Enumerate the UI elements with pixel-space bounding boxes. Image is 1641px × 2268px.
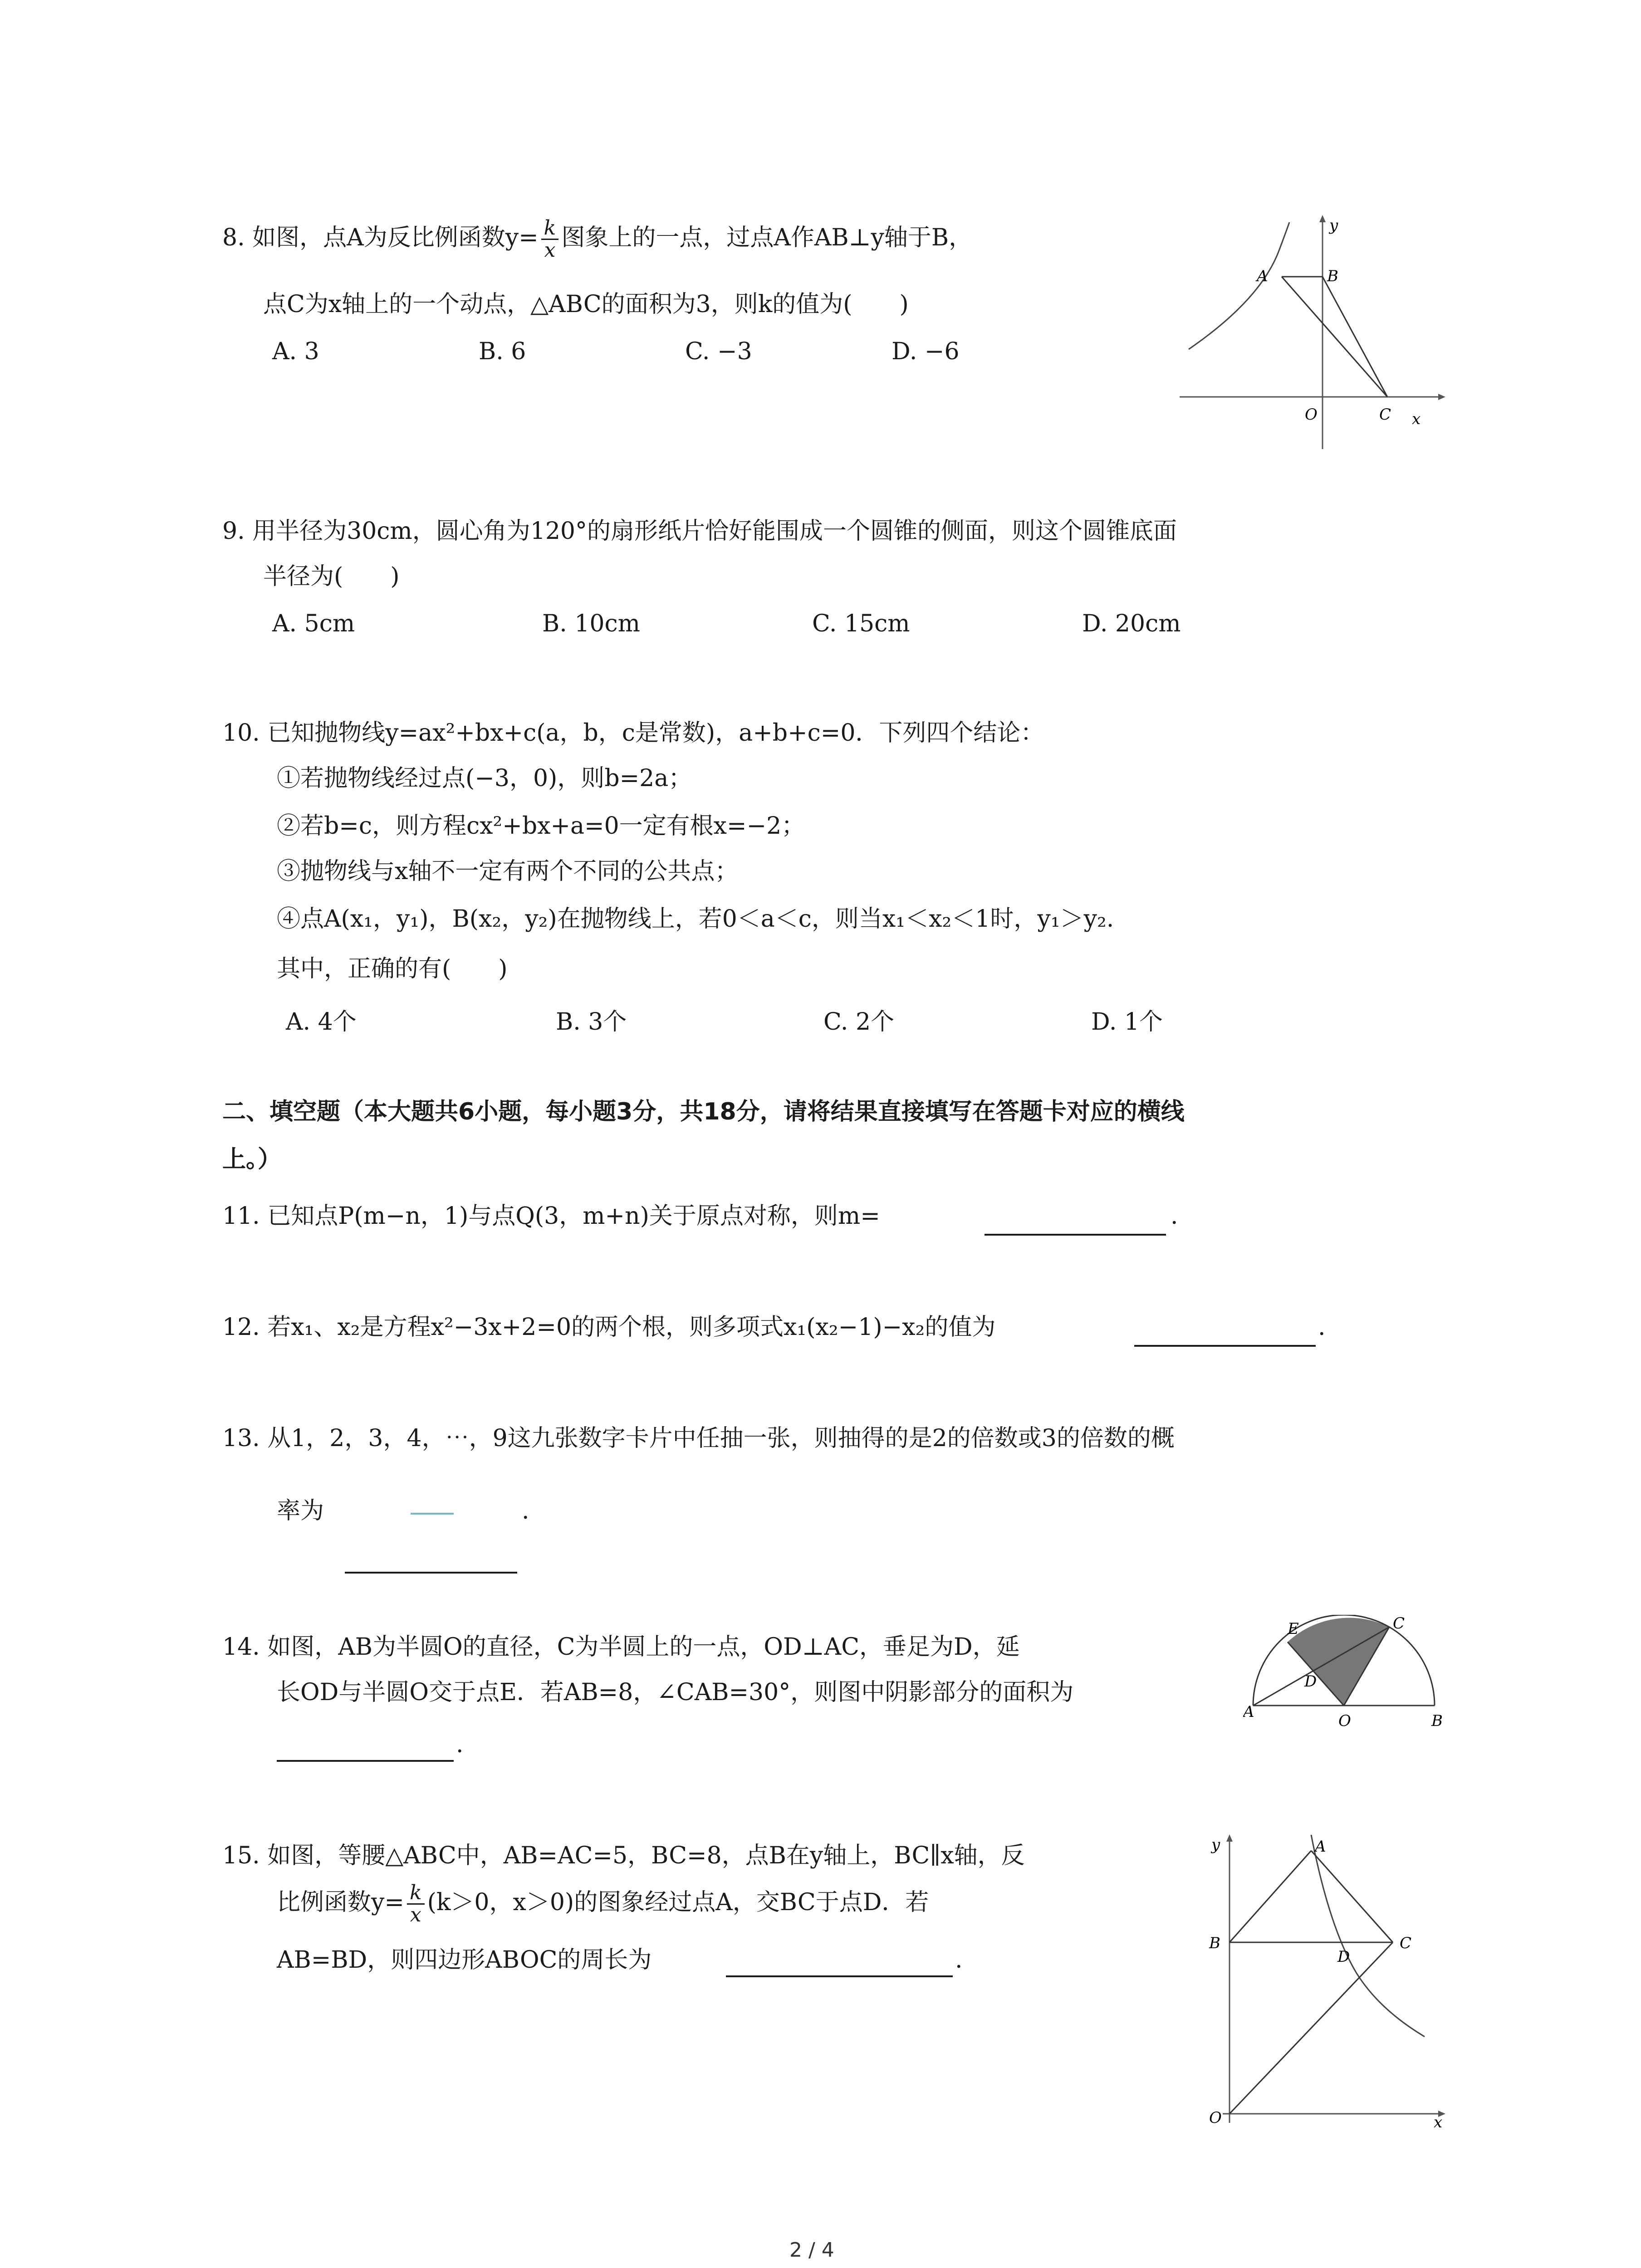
q10-option-c: C. 2个 (823, 1008, 895, 1036)
q13-fraction-bar (411, 1513, 454, 1515)
q10-option-d: D. 1个 (1091, 1008, 1163, 1036)
q15-label-b: B (1209, 1934, 1220, 1952)
q15-figure (1193, 1823, 1452, 2132)
section2-heading-line2: 上。） (222, 1146, 282, 1173)
q15-frac-num: k (407, 1882, 425, 1905)
q10-conclusion-1: ①若抛物线经过点(−3，0)，则b=2a； (277, 765, 692, 792)
q8-label-y: y (1329, 216, 1338, 235)
q11-answer-blank[interactable] (985, 1234, 1166, 1236)
q12-end: . (1318, 1314, 1326, 1341)
q9-option-b: B. 10cm (542, 610, 640, 637)
q13-line1: 13. 从1，2，3，4，⋯，9这九张数字卡片中任抽一张，则抽得的是2的倍数或3的倍数的概 (222, 1425, 1175, 1452)
q14-label-o: O (1338, 1712, 1351, 1730)
q14-label-d: D (1304, 1672, 1317, 1691)
q15-frac-den: x (410, 1903, 421, 1927)
q15-answer-blank[interactable] (726, 1975, 953, 1977)
q8-option-c: C. −3 (685, 338, 752, 365)
q14-label-c: C (1393, 1615, 1405, 1633)
q8-fraction (541, 218, 559, 261)
q8-line1 (222, 218, 972, 261)
q9-line2: 半径为( ) (263, 563, 400, 590)
q8-text-a: 8. 如图，点A为反比例函数y= (222, 224, 539, 252)
q10-option-b: B. 3个 (556, 1008, 627, 1036)
q11-end: . (1171, 1202, 1178, 1230)
q14-label-a: A (1243, 1703, 1254, 1721)
section2-heading-line1: 二、填空题（本大题共6小题，每小题3分，共18分，请将结果直接填写在答题卡对应的横线 (222, 1098, 1185, 1125)
q15-label-d: D (1337, 1948, 1350, 1966)
q14-end: . (456, 1731, 464, 1758)
q8-label-c: C (1379, 406, 1391, 424)
q8-option-b: B. 6 (479, 338, 526, 365)
q9-option-d: D. 20cm (1082, 610, 1181, 637)
q15-label-c: C (1400, 1934, 1412, 1952)
q15-text-a: 比例函数y= (277, 1889, 404, 1916)
q8-frac-num: k (541, 218, 559, 240)
q15-text-b: (k＞0，x＞0)的图象经过点A，交BC于点D．若 (427, 1889, 929, 1916)
q11-text: 11. 已知点P(m−n，1)与点Q(3，m+n)关于原点对称，则m= (222, 1202, 880, 1230)
q14-line2: 长OD与半圆O交于点E．若AB=8，∠CAB=30°，则图中阴影部分的面积为 (277, 1679, 1074, 1706)
q8-label-b: B (1327, 267, 1338, 285)
q10-line1: 10. 已知抛物线y=ax²+bx+c(a，b，c是常数)，a+b+c=0．下列四个结论： (222, 719, 1044, 747)
q13-line2: 率为 (277, 1497, 324, 1525)
q15-label-x: x (1434, 2113, 1443, 2131)
q9-option-a: A. 5cm (272, 610, 355, 637)
q15-line3: AB=BD，则四边形ABOC的周长为 (277, 1946, 652, 1974)
q15-line2 (277, 1882, 929, 1926)
q10-conclusion-3: ③抛物线与x轴不一定有两个不同的公共点； (277, 858, 739, 885)
q9-option-c: C. 15cm (812, 610, 910, 637)
q8-label-a: A (1257, 267, 1268, 285)
q12-answer-blank[interactable] (1134, 1345, 1316, 1347)
q10-conclusion-4: ④点A(x₁，y₁)，B(x₂，y₂)在抛物线上，若0＜a＜c，则当x₁＜x₂＜1时，y₁＞y₂. (277, 905, 1114, 933)
q15-fraction (407, 1882, 425, 1926)
q12-text: 12. 若x₁、x₂是方程x²−3x+2=0的两个根，则多项式x₁(x₂−1)−x₂的值为 (222, 1314, 996, 1341)
q8-text-b: 图象上的一点，过点A作AB⊥y轴于B， (561, 224, 973, 252)
page-number: 2 / 4 (789, 2239, 834, 2262)
q15-label-o: O (1209, 2109, 1222, 2127)
q14-answer-blank[interactable] (277, 1760, 454, 1762)
q15-label-a: A (1315, 1838, 1326, 1856)
q8-figure (1171, 204, 1452, 458)
q13-end: . (522, 1497, 529, 1525)
q14-label-b: B (1431, 1712, 1443, 1730)
q8-line2: 点C为x轴上的一个动点，△ABC的面积为3，则k的值为( ) (263, 291, 909, 318)
q10-option-a: A. 4个 (286, 1008, 357, 1036)
q8-option-a: A. 3 (272, 338, 319, 365)
q8-frac-den: x (544, 239, 556, 262)
q13-answer-blank[interactable] (345, 1572, 517, 1574)
q14-figure (1243, 1615, 1443, 1733)
q14-label-e: E (1288, 1620, 1299, 1638)
q8-option-d: D. −6 (892, 338, 960, 365)
q15-end: . (955, 1946, 963, 1974)
q8-label-x: x (1412, 410, 1421, 428)
q15-line1: 15. 如图，等腰△ABC中，AB=AC=5，BC=8，点B在y轴上，BC∥x轴，反 (222, 1842, 1025, 1869)
q8-label-o: O (1305, 406, 1318, 424)
q10-prompt: 其中，正确的有( ) (277, 955, 508, 982)
q10-conclusion-2: ②若b=c，则方程cx²+bx+a=0一定有根x=−2； (277, 812, 805, 840)
q15-label-y: y (1211, 1836, 1220, 1854)
q9-line1: 9. 用半径为30cm，圆心角为120°的扇形纸片恰好能围成一个圆锥的侧面，则这个圆锥底面 (222, 518, 1177, 545)
q14-line1: 14. 如图，AB为半圆O的直径，C为半圆上的一点，OD⊥AC，垂足为D，延 (222, 1633, 1020, 1661)
